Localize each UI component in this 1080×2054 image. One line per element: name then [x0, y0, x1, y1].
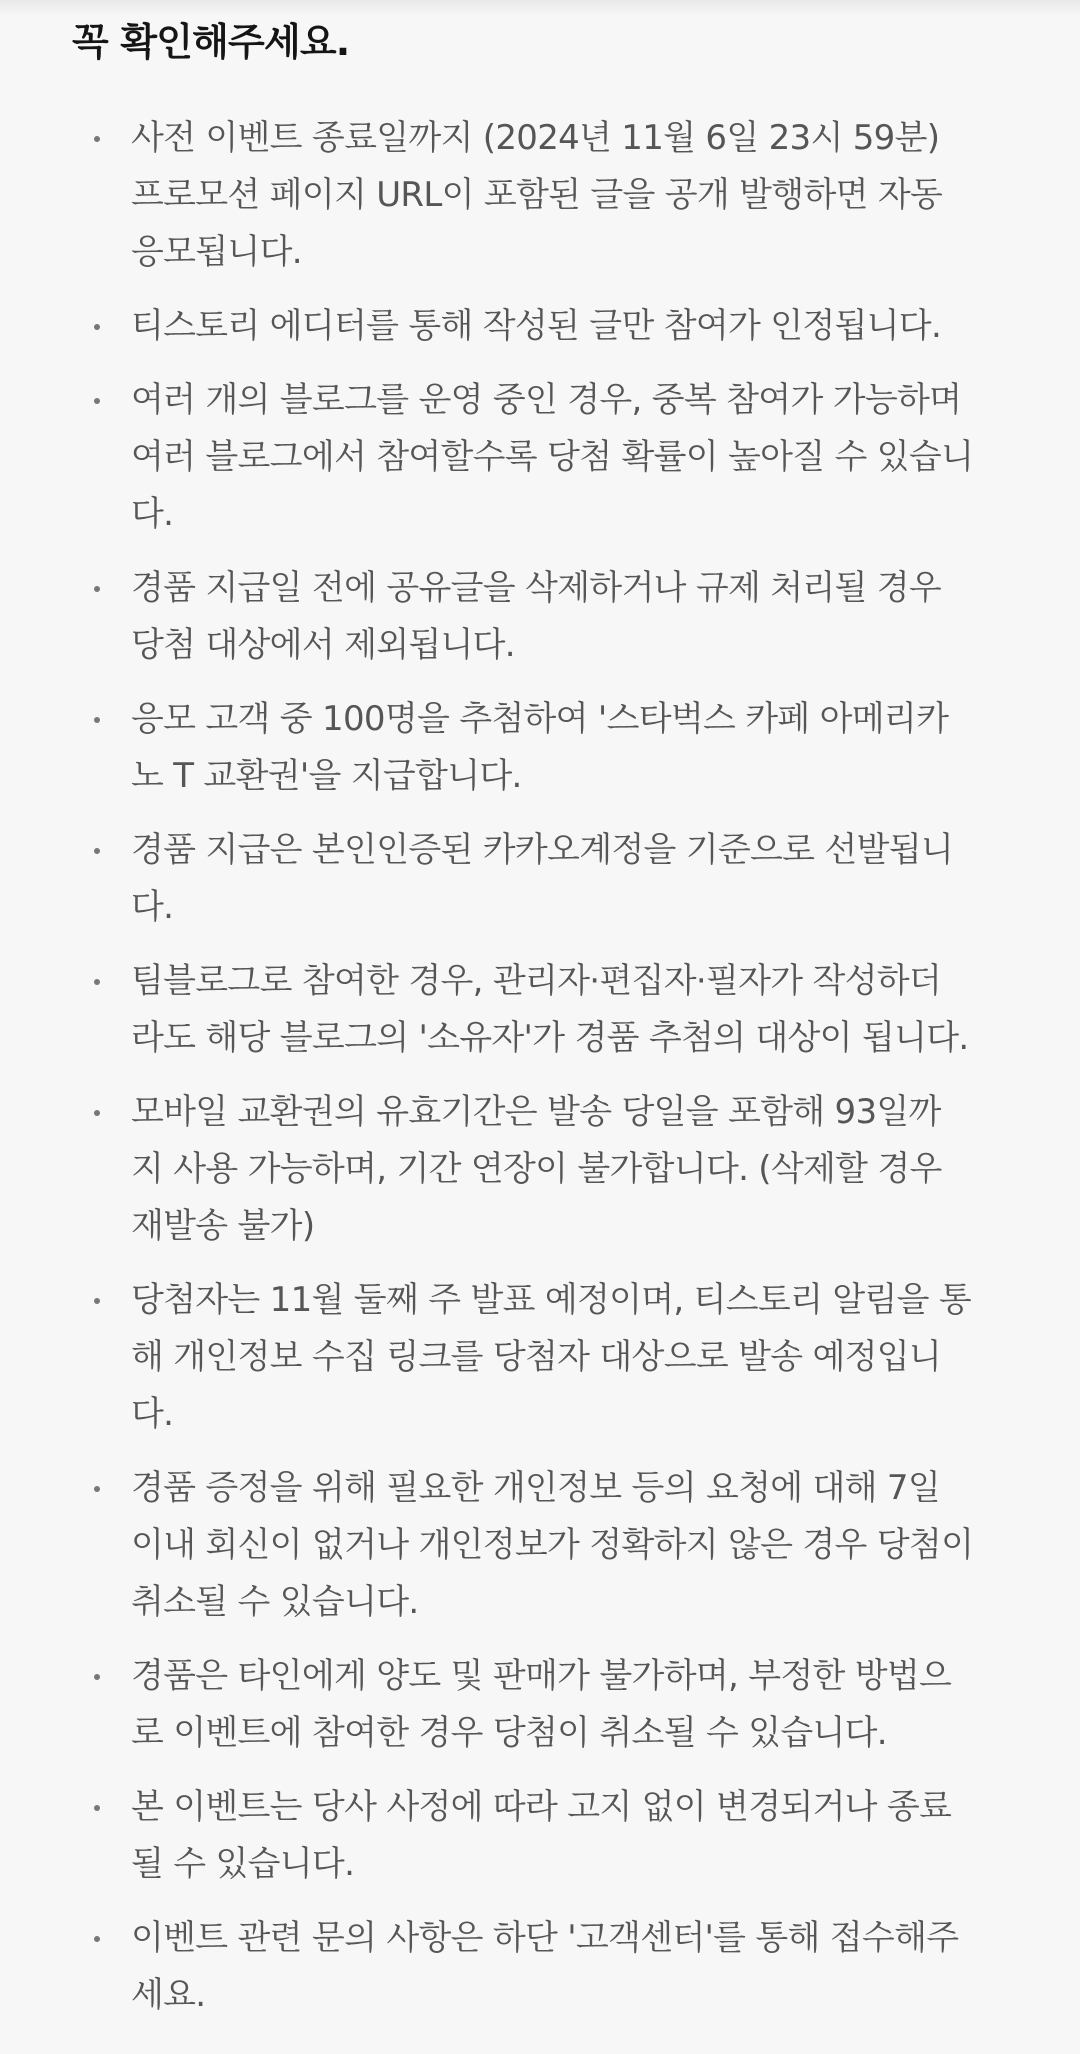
- bullet-icon: [94, 110, 108, 167]
- notice-item-line: 모바일 교환권의 유효기간은 발송 당일을 포함해 93일까: [131, 1092, 941, 1132]
- notice-item-line: 노 T 교환권'을 지급합니다.: [131, 756, 522, 796]
- notice-item-line: 해 개인정보 수집 링크를 당첨자 대상으로 발송 예정입니: [131, 1337, 942, 1377]
- notice-item-line: 본 이벤트는 당사 사정에 따라 고지 없이 변경되거나 종료: [131, 1787, 952, 1827]
- bullet-icon: [94, 1084, 108, 1141]
- notice-item-customer-center: [72, 1910, 1008, 2024]
- notice-item-line: 티스토리 에디터를 통해 작성된 글만 참여가 인정됩니다.: [131, 306, 942, 346]
- notice-item-event-period: [72, 110, 1008, 281]
- notice-item-voucher-validity: [72, 1084, 1008, 1255]
- notice-item-line: 이내 회신이 없거나 개인정보가 정확하지 않은 경우 당첨이: [131, 1525, 974, 1565]
- bullet-icon: [94, 1272, 108, 1329]
- bullet-icon: [94, 1910, 108, 1967]
- notice-item-winner-announcement: [72, 1272, 1008, 1443]
- notice-item-line: 경품 증정을 위해 필요한 개인정보 등의 요청에 대해 7일: [131, 1468, 940, 1508]
- notice-item-line: 로 이벤트에 참여한 경우 당첨이 취소될 수 있습니다.: [131, 1713, 887, 1753]
- notice-item-team-blog: [72, 953, 1008, 1067]
- notice-item-line: 이벤트 관련 문의 사항은 하단 '고객센터'를 통해 접수해주: [131, 1918, 959, 1958]
- notice-item-line: 당첨자는 11월 둘째 주 발표 예정이며, 티스토리 알림을 통: [131, 1280, 971, 1320]
- notice-item-deletion-exclusion: [72, 560, 1008, 674]
- bullet-icon: [94, 822, 108, 879]
- notice-item-line: 경품 지급은 본인인증된 카카오계정을 기준으로 선발됩니: [131, 830, 953, 870]
- notice-item-personal-info: [72, 1460, 1008, 1631]
- notice-item-verified-account: [72, 822, 1008, 936]
- notice-item-event-change: [72, 1779, 1008, 1893]
- bullet-icon: [94, 372, 108, 429]
- notice-item-line: 재발송 불가): [131, 1206, 315, 1246]
- notice-item-multiple-blogs: [72, 372, 1008, 543]
- notice-item-line: 취소될 수 있습니다.: [131, 1582, 419, 1622]
- top-scroll-shadow: [0, 0, 1080, 16]
- notice-item-line: 지 사용 가능하며, 기간 연장이 불가합니다. (삭제할 경우: [131, 1149, 942, 1189]
- notice-item-line: 다.: [131, 887, 174, 927]
- notice-item-line: 응모됩니다.: [131, 232, 302, 272]
- bullet-icon: [94, 953, 108, 1010]
- notice-item-line: 사전 이벤트 종료일까지 (2024년 11월 6일 23시 59분): [131, 118, 940, 158]
- notice-item-line: 여러 개의 블로그를 운영 중인 경우, 중복 참여가 가능하며: [131, 380, 962, 420]
- notice-item-editor-rule: [72, 298, 1008, 355]
- notice-item-line: 팀블로그로 참여한 경우, 관리자·편집자·필자가 작성하더: [131, 961, 942, 1001]
- notice-list: [72, 110, 1008, 2024]
- bullet-icon: [94, 1648, 108, 1705]
- notice-item-line: 라도 해당 블로그의 '소유자'가 경품 추첨의 대상이 됩니다.: [131, 1018, 969, 1058]
- notice-item-line: 응모 고객 중 100명을 추첨하여 '스타벅스 카페 아메리카: [131, 699, 949, 739]
- bullet-icon: [94, 560, 108, 617]
- notice-item-line: 여러 블로그에서 참여할수록 당첨 확률이 높아질 수 있습니: [131, 437, 974, 477]
- notice-item-line: 다.: [131, 1394, 174, 1434]
- notice-item-line: 다.: [131, 494, 174, 534]
- bullet-icon: [94, 691, 108, 748]
- event-notice-section: [72, 16, 1008, 2024]
- bullet-icon: [94, 1779, 108, 1836]
- notice-item-line: 경품 지급일 전에 공유글을 삭제하거나 규제 처리될 경우: [131, 568, 942, 608]
- bullet-icon: [94, 298, 108, 355]
- bullet-icon: [94, 1460, 108, 1517]
- notice-item-prize: [72, 691, 1008, 805]
- notice-item-line: 세요.: [131, 1975, 206, 2015]
- notice-item-line: 경품은 타인에게 양도 및 판매가 불가하며, 부정한 방법으: [131, 1656, 952, 1696]
- notice-item-transfer-restriction: [72, 1648, 1008, 1762]
- notice-item-line: 될 수 있습니다.: [131, 1844, 355, 1884]
- notice-item-line: 당첨 대상에서 제외됩니다.: [131, 625, 515, 665]
- notice-item-line: 프로모션 페이지 URL이 포함된 글을 공개 발행하면 자동: [131, 175, 943, 215]
- notice-title: 꼭 확인해주세요.: [72, 20, 350, 64]
